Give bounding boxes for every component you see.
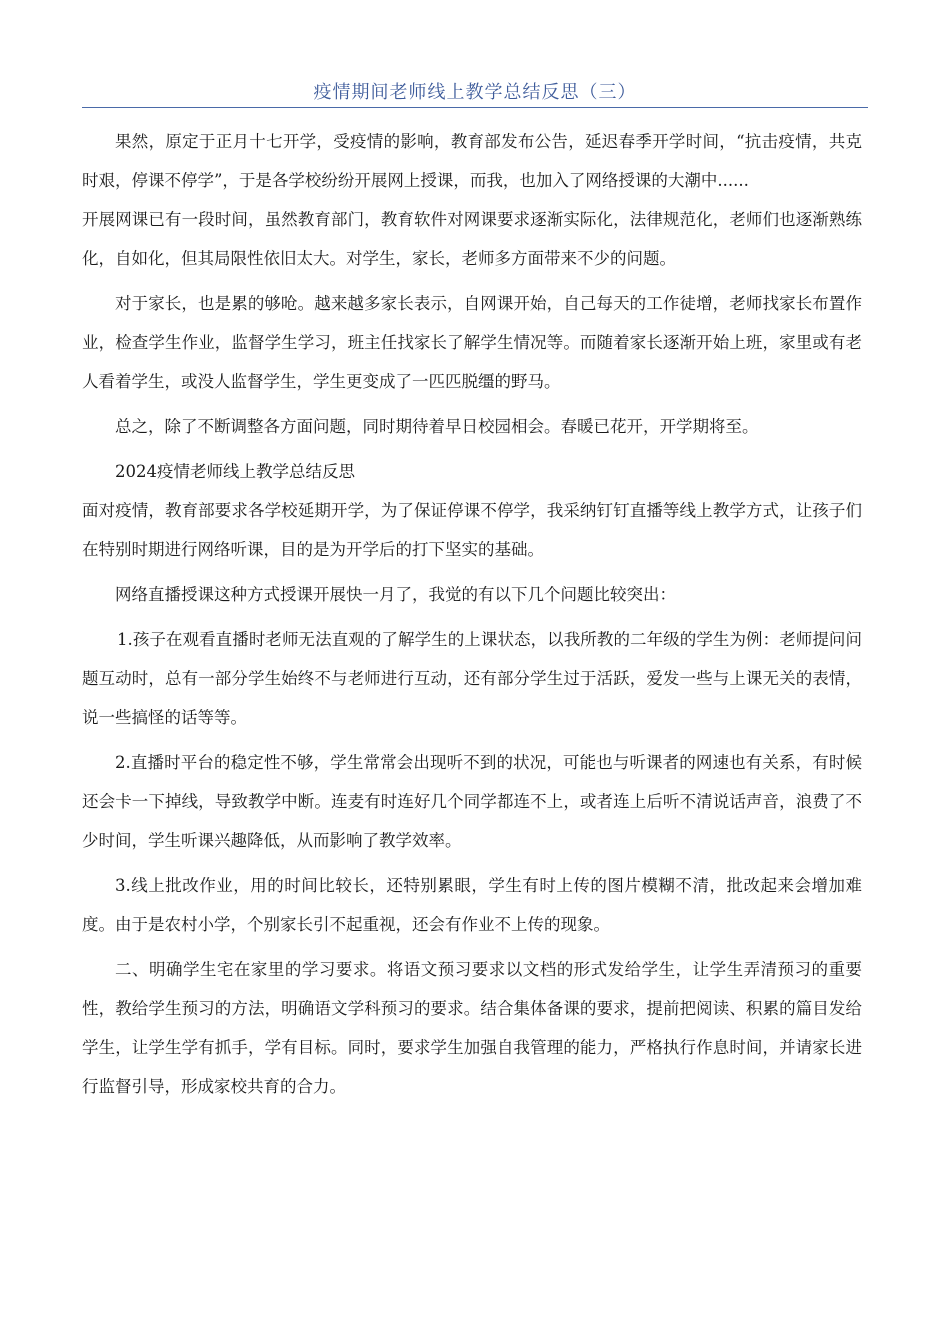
paragraph-opening: 果然，原定于正月十七开学，受疫情的影响，教育部发布公告，延迟春季开学时间，“抗击疫情，共克时艰，停课不停学”，于是各学校纷纷开展网上授课，而我，也加入了网络授课的大潮中...... [82, 132, 862, 190]
title-divider [82, 107, 868, 108]
paragraph-study-requirements: 二、明确学生宅在家里的学习要求。将语文预习要求以文档的形式发给学生，让学生弄清预习的重要性，教给学生预习的方法，明确语文学科预习的要求。结合集体备课的要求，提前把阅读、积累的篇目发给学生，让学生学有抓手，学有目标。同时，要求学生加强自我管理的能力，严格执行作息时间，并请家长进行监督引导，形成家校共育的合力。 [82, 960, 862, 1096]
section-heading: 2024疫情老师线上教学总结反思 [115, 462, 355, 481]
paragraph-issue-1: 1.孩子在观看直播时老师无法直观的了解学生的上课状态，以我所教的二年级的学生为例：老师提问问题互动时，总有一部分学生始终不与老师进行互动，还有部分学生过于活跃，爱发一些与上课无关的表情，说一些搞怪的话等等。 [82, 630, 862, 727]
paragraph-facing-epidemic: 面对疫情，教育部要求各学校延期开学，为了保证停课不停学，我采纳钉钉直播等线上教学方式，让孩子们在特别时期进行网络听课，目的是为开学后的打下坚实的基础。 [82, 501, 862, 559]
paragraph-issue-3: 3.线上批改作业，用的时间比较长，还特别累眼，学生有时上传的图片模糊不清，批改起来会增加难度。由于是农村小学，个别家长引不起重视，还会有作业不上传的现象。 [82, 876, 862, 934]
paragraph-online-class-status: 开展网课已有一段时间，虽然教育部门，教育软件对网课要求逐渐实际化，法律规范化，老师们也逐渐熟练化，自如化，但其局限性依旧太大。对学生，家长，老师多方面带来不少的问题。 [82, 210, 862, 268]
document-title: 疫情期间老师线上教学总结反思（三） [313, 82, 637, 103]
paragraph-issues-intro: 网络直播授课这种方式授课开展快一月了，我觉的有以下几个问题比较突出： [115, 585, 676, 604]
paragraph-parents: 对于家长，也是累的够呛。越来越多家长表示，自网课开始，自己每天的工作徒增，老师找家长布置作业，检查学生作业，监督学生学习，班主任找家长了解学生情况等。而随着家长逐渐开始上班，家里或有老人看着学生，或没人监督学生，学生更变成了一匹匹脱缰的野马。 [82, 294, 862, 391]
paragraph-issue-2: 2.直播时平台的稳定性不够，学生常常会出现听不到的状况，可能也与听课者的网速也有关系，有时候还会卡一下掉线，导致教学中断。连麦有时连好几个同学都连不上，或者连上后听不清说话声音，浪费了不少时间，学生听课兴趣降低，从而影响了教学效率。 [82, 753, 862, 850]
paragraph-conclusion: 总之，除了不断调整各方面问题，同时期待着早日校园相会。春暖已花开，开学期将至。 [115, 417, 759, 436]
document-body [82, 122, 862, 1106]
